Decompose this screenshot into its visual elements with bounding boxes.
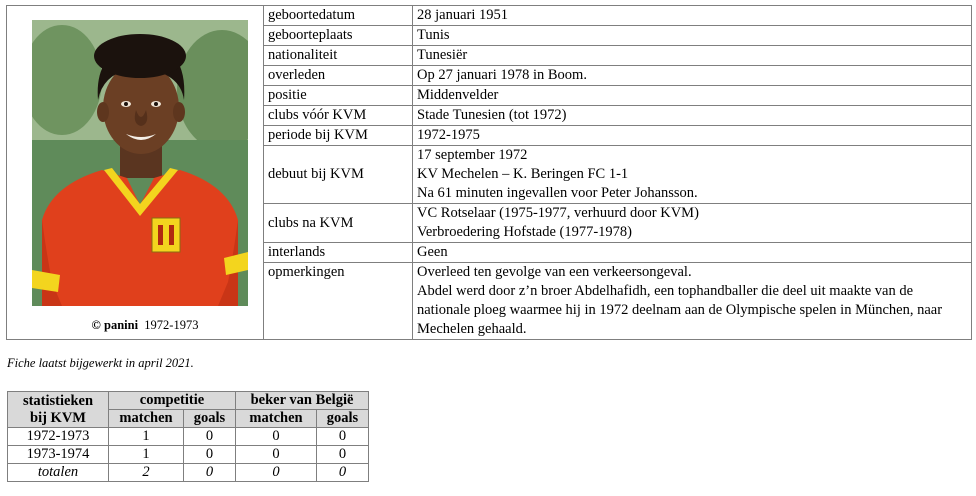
value-debuut [413, 146, 972, 204]
season-cell: 1972-1973 [8, 428, 109, 446]
total-cell: 0 [317, 464, 369, 482]
stat-cell: 1 [109, 428, 184, 446]
totals-label: totalen [8, 464, 109, 482]
value-overleden: Op 27 januari 1978 in Boom. [413, 66, 972, 86]
player-profile-table [6, 5, 972, 340]
subheader-beker-goals: goals [317, 410, 369, 428]
stat-cell: 0 [317, 446, 369, 464]
stat-cell: 0 [184, 428, 236, 446]
label-clubs-voor: clubs vóór KVM [264, 106, 413, 126]
label-positie: positie [264, 86, 413, 106]
label-periode: periode bij KVM [264, 126, 413, 146]
stat-cell: 0 [184, 446, 236, 464]
opmerking-2: Abdel werd door z’n broer Abdelhafidh, een tophandballer die deel uit maakte van de nationale ploeg waarmee hij in 1972 deelnam aan de Olympische spelen in München, naar Mechelen gehaald. [417, 283, 943, 337]
label-debuut: debuut bij KVM [264, 146, 413, 204]
value-opmerkingen [413, 263, 972, 340]
club-na-1: VC Rotselaar (1975-1977, verhuurd door KVM) [417, 205, 699, 221]
table-row [8, 446, 369, 464]
value-nationaliteit: Tunesiër [413, 46, 972, 66]
subheader-comp-goals: goals [184, 410, 236, 428]
stats-corner-header: statistieken bij KVM [8, 392, 109, 428]
value-geboorteplaats: Tunis [413, 26, 972, 46]
debuut-note: Na 61 minuten ingevallen voor Peter Johansson. [417, 185, 698, 201]
value-periode: 1972-1975 [413, 126, 972, 146]
season-cell: 1973-1974 [8, 446, 109, 464]
debuut-date: 17 september 1972 [417, 147, 528, 163]
stat-cell: 0 [236, 446, 317, 464]
label-overleden: overleden [264, 66, 413, 86]
label-interlands: interlands [264, 243, 413, 263]
header-competitie: competitie [109, 392, 236, 410]
last-updated-note: Fiche laatst bijgewerkt in april 2021. [7, 356, 194, 370]
photo-caption: © panini 1972-1973 [91, 318, 199, 332]
photo-cell [7, 6, 264, 340]
label-clubs-na: clubs na KVM [264, 204, 413, 243]
subheader-beker-matchen: matchen [236, 410, 317, 428]
label-opmerkingen: opmerkingen [264, 263, 413, 340]
header-beker: beker van België [236, 392, 369, 410]
value-interlands: Geen [413, 243, 972, 263]
total-cell: 0 [236, 464, 317, 482]
debuut-match: KV Mechelen – K. Beringen FC 1-1 [417, 166, 629, 182]
label-nationaliteit: nationaliteit [264, 46, 413, 66]
table-row [8, 428, 369, 446]
opmerking-1: Overleed ten gevolge van een verkeersongeval. [417, 264, 692, 280]
label-geboortedatum: geboortedatum [264, 6, 413, 26]
club-na-2: Verbroedering Hofstade (1977-1978) [417, 224, 633, 240]
total-cell: 2 [109, 464, 184, 482]
value-clubs-voor: Stade Tunesien (tot 1972) [413, 106, 972, 126]
stat-cell: 0 [317, 428, 369, 446]
player-photo [32, 20, 248, 306]
label-geboorteplaats: geboorteplaats [264, 26, 413, 46]
value-clubs-na [413, 204, 972, 243]
stat-cell: 0 [236, 428, 317, 446]
value-positie: Middenvelder [413, 86, 972, 106]
value-geboortedatum: 28 januari 1951 [413, 6, 972, 26]
totals-row [8, 464, 369, 482]
stat-cell: 1 [109, 446, 184, 464]
total-cell: 0 [184, 464, 236, 482]
subheader-comp-matchen: matchen [109, 410, 184, 428]
statistics-table [7, 391, 369, 482]
